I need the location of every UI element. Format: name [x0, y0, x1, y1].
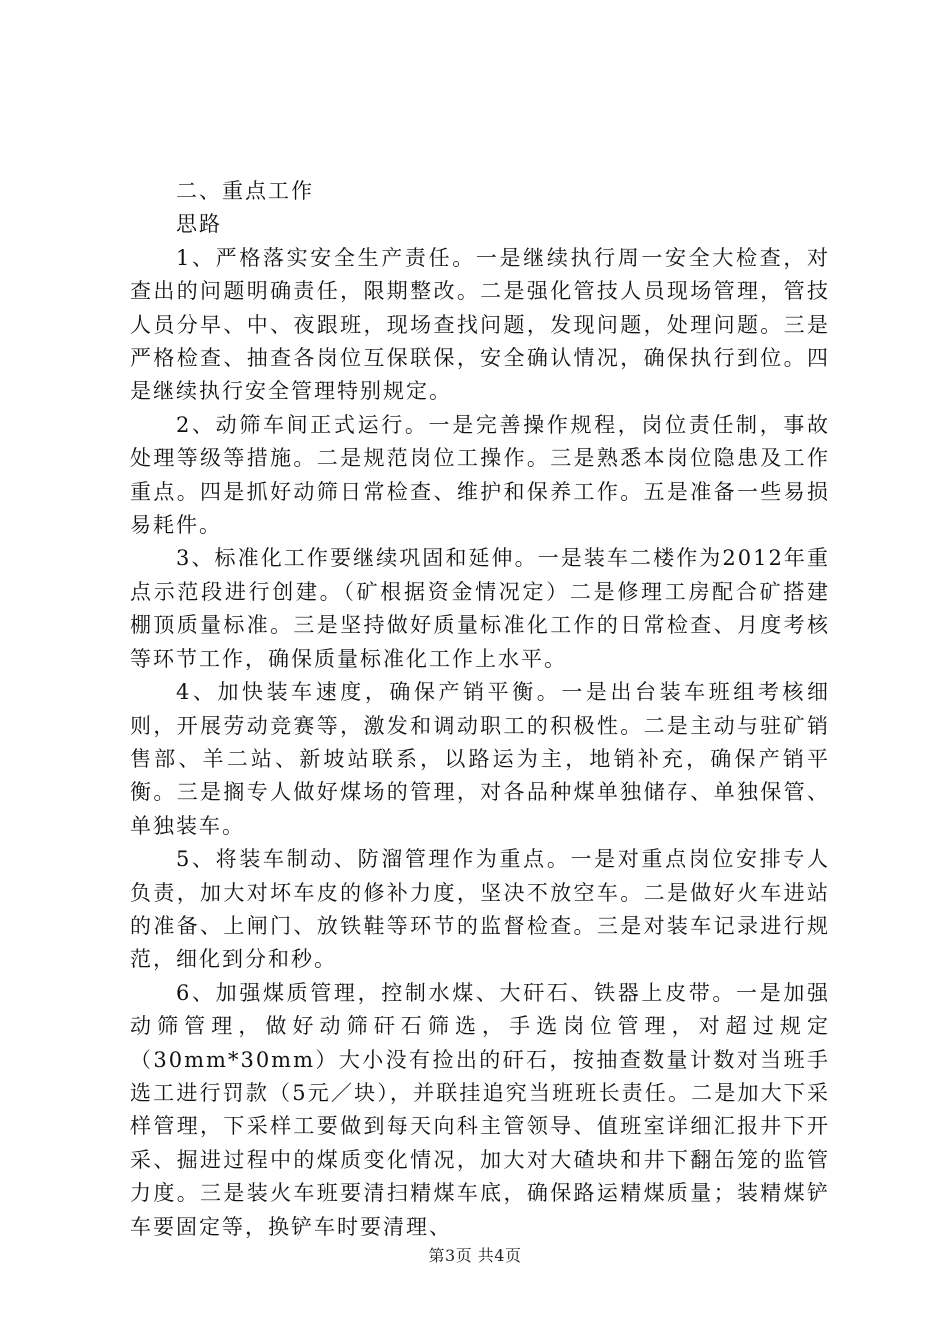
- document-body: [130, 175, 830, 1244]
- page-footer: 第3页 共4页: [428, 1246, 522, 1265]
- paragraph-6: 6、加强煤质管理，控制水煤、大矸石、铁器上皮带。一是加强动筛管理，做好动筛矸石筛选，手选岗位管理，对超过规定（30mm*30mm）大小没有捡出的矸石，按抽查数量计数对当班手选工进行罚款（5元／块），并联挂追究当班班长责任。二是加大下采样管理，下采样工要做到每天向科主管领导、值班室详细汇报井下开采、掘进过程中的煤质变化情况，加大对大碴块和井下翻缶笼的监管力度。三是装火车班要清扫精煤车底，确保路运精煤质量；装精煤铲车要固定等，换铲车时要清理、: [130, 980, 830, 1239]
- paragraph-2: 2、动筛车间正式运行。一是完善操作规程，岗位责任制，事故处理等级等措施。二是规范岗位工操作。三是熟悉本岗位隐患及工作重点。四是抓好动筛日常检查、维护和保养工作。五是准备一些易损易耗件。: [130, 412, 830, 538]
- paragraph-5: 5、将装车制动、防溜管理作为重点。一是对重点岗位安排专人负责，加大对坏车皮的修补力度，坚决不放空车。二是做好火车进站的准备、上闸门、放铁鞋等环节的监督检查。三是对装车记录进行规范，细化到分和秒。: [130, 847, 830, 972]
- sub-heading: 思路: [176, 212, 222, 237]
- section-heading: 二、重点工作: [176, 179, 314, 203]
- paragraph-1: 1、严格落实安全生产责任。一是继续执行周一安全大检查，对查出的问题明确责任，限期整改。二是强化管技人员现场管理，管技人员分早、中、夜跟班，现场查找问题，发现问题，处理问题。三是严格检查、抽查各岗位互保联保，安全确认情况，确保执行到位。四是继续执行安全管理特别规定。: [130, 245, 830, 404]
- paragraph-4: 4、加快装车速度，确保产销平衡。一是出台装车班组考核细则，开展劳动竞赛等，激发和调动职工的积极性。二是主动与驻矿销售部、羊二站、新坡站联系，以路运为主，地销补充，确保产销平衡。三是搁专人做好煤场的管理，对各品种煤单独储存、单独保管、单独装车。: [130, 680, 830, 838]
- paragraph-3: 3、标准化工作要继续巩固和延伸。一是装车二楼作为2012年重点示范段进行创建。（矿根据资金情况定）二是修理工房配合矿搭建棚顶质量标准。三是坚持做好质量标准化工作的日常检查、月度考核等环节工作，确保质量标准化工作上水平。: [130, 546, 830, 671]
